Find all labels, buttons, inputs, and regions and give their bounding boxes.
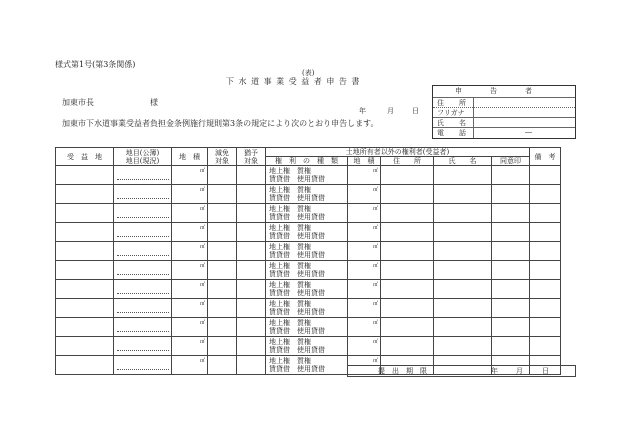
deferral-cell[interactable] bbox=[237, 223, 266, 242]
dotted-divider bbox=[117, 323, 169, 332]
right-type-line1: 地上権 質権 bbox=[269, 242, 311, 251]
deferral-cell[interactable] bbox=[237, 337, 266, 356]
deferral-cell[interactable] bbox=[237, 242, 266, 261]
name-cell[interactable] bbox=[434, 242, 492, 261]
consent-cell[interactable] bbox=[492, 166, 530, 185]
area-cell[interactable] bbox=[172, 223, 208, 242]
date-month: 月 bbox=[387, 107, 394, 115]
remarks-cell[interactable] bbox=[530, 223, 561, 242]
consent-cell[interactable] bbox=[492, 299, 530, 318]
right-type-line2: 賃貸借 使用貸借 bbox=[269, 346, 325, 354]
phone-dash: ― bbox=[525, 128, 532, 136]
consent-cell[interactable] bbox=[492, 337, 530, 356]
remarks-cell[interactable] bbox=[530, 204, 561, 223]
col-right-type: 権 利 の 種 類 bbox=[266, 157, 348, 166]
benefit-land-cell[interactable] bbox=[56, 204, 114, 223]
address-cell[interactable] bbox=[381, 337, 434, 356]
right-type-line1: 地上権 質権 bbox=[269, 166, 311, 175]
right-type-line2: 賃貸借 使用貸借 bbox=[269, 270, 325, 278]
table-row bbox=[56, 261, 561, 280]
table-row bbox=[56, 318, 561, 337]
benefit-land-cell[interactable] bbox=[56, 261, 114, 280]
col-address: 住 所 bbox=[381, 157, 434, 166]
table-row bbox=[56, 185, 561, 204]
table-row bbox=[56, 337, 561, 356]
land-category-cell[interactable] bbox=[114, 185, 172, 204]
benefit-land-cell[interactable] bbox=[56, 242, 114, 261]
right-type-line1: 地上権 質権 bbox=[269, 261, 311, 270]
deadline-day: 日 bbox=[542, 367, 549, 375]
right-area-unit: ㎡ bbox=[372, 187, 378, 193]
land-category-cell[interactable] bbox=[114, 318, 172, 337]
right-area-unit: ㎡ bbox=[372, 320, 378, 326]
address-cell[interactable] bbox=[381, 242, 434, 261]
area-unit: ㎡ bbox=[199, 187, 205, 193]
dotted-divider bbox=[117, 285, 169, 294]
right-type-line2: 賃貸借 使用貸借 bbox=[269, 175, 325, 183]
right-area-cell[interactable] bbox=[348, 261, 381, 280]
date-year: 年 bbox=[359, 107, 366, 115]
name-cell[interactable] bbox=[434, 185, 492, 204]
exemption-cell[interactable] bbox=[208, 261, 237, 280]
statement: 加東市下水道事業受益者負担金条例施行規則第3条の規定により次のとおり申告します。 bbox=[62, 119, 379, 128]
area-unit: ㎡ bbox=[199, 206, 205, 212]
deferral-cell[interactable] bbox=[237, 185, 266, 204]
dotted-divider bbox=[117, 266, 169, 275]
applicant-box bbox=[432, 85, 576, 139]
area-cell[interactable] bbox=[172, 204, 208, 223]
deferral-cell[interactable] bbox=[237, 261, 266, 280]
exemption-cell[interactable] bbox=[208, 166, 237, 185]
address-cell[interactable] bbox=[381, 299, 434, 318]
area-unit: ㎡ bbox=[199, 263, 205, 269]
table-row bbox=[56, 299, 561, 318]
table-row bbox=[56, 223, 561, 242]
address-cell[interactable] bbox=[381, 280, 434, 299]
area-cell[interactable] bbox=[172, 356, 208, 375]
right-area-unit: ㎡ bbox=[372, 301, 378, 307]
right-type-cell[interactable] bbox=[266, 299, 348, 318]
remarks-cell[interactable] bbox=[530, 280, 561, 299]
form-number: 様式第1号(第3条関係) bbox=[55, 60, 136, 69]
area-cell[interactable] bbox=[172, 299, 208, 318]
address-cell[interactable] bbox=[381, 204, 434, 223]
right-area-unit: ㎡ bbox=[372, 282, 378, 288]
right-type-line1: 地上権 質権 bbox=[269, 318, 311, 327]
right-type-line2: 賃貸借 使用貸借 bbox=[269, 213, 325, 221]
name-cell[interactable] bbox=[434, 299, 492, 318]
land-category-cell[interactable] bbox=[114, 242, 172, 261]
exemption-cell[interactable] bbox=[208, 337, 237, 356]
area-cell[interactable] bbox=[172, 337, 208, 356]
right-type-line2: 賃貸借 使用貸借 bbox=[269, 194, 325, 202]
name-cell[interactable] bbox=[434, 318, 492, 337]
remarks-cell[interactable] bbox=[530, 261, 561, 280]
area-cell[interactable] bbox=[172, 318, 208, 337]
consent-cell[interactable] bbox=[492, 204, 530, 223]
right-type-cell[interactable] bbox=[266, 280, 348, 299]
land-category-cell[interactable] bbox=[114, 280, 172, 299]
consent-cell[interactable] bbox=[492, 318, 530, 337]
deferral-cell[interactable] bbox=[237, 166, 266, 185]
address-cell[interactable] bbox=[381, 261, 434, 280]
benefit-land-cell[interactable] bbox=[56, 223, 114, 242]
front-label: (表) bbox=[302, 69, 315, 77]
consent-cell[interactable] bbox=[492, 223, 530, 242]
right-area-cell[interactable] bbox=[348, 185, 381, 204]
right-type-cell[interactable] bbox=[266, 242, 348, 261]
land-category-cell[interactable] bbox=[114, 261, 172, 280]
benefit-land-cell[interactable] bbox=[56, 337, 114, 356]
document-title: 下 水 道 事 業 受 益 者 申 告 書 bbox=[226, 77, 361, 86]
area-cell[interactable] bbox=[172, 185, 208, 204]
right-type-cell[interactable] bbox=[266, 356, 348, 375]
right-area-unit: ㎡ bbox=[372, 358, 378, 364]
table-row bbox=[56, 242, 561, 261]
remarks-cell[interactable] bbox=[530, 242, 561, 261]
right-area-cell[interactable] bbox=[348, 318, 381, 337]
table-row bbox=[56, 280, 561, 299]
remarks-cell[interactable] bbox=[530, 299, 561, 318]
col-exemption-bottom: 対象 bbox=[215, 156, 229, 165]
right-type-line1: 地上権 質権 bbox=[269, 337, 311, 346]
rights-group-header: 土地所有者以外の権利者(受益者) bbox=[266, 148, 530, 157]
right-type-cell[interactable] bbox=[266, 166, 348, 185]
area-unit: ㎡ bbox=[199, 244, 205, 250]
col-benefit-land: 受 益 地 bbox=[56, 148, 114, 166]
col-land-category-top: 地目(公簿) bbox=[125, 148, 160, 157]
benefit-land-cell[interactable] bbox=[56, 185, 114, 204]
addressee: 加東市長 bbox=[62, 98, 94, 107]
dotted-divider bbox=[117, 247, 169, 256]
col-land-category-bottom: 地目(現況) bbox=[125, 156, 160, 165]
area-cell[interactable] bbox=[172, 242, 208, 261]
dotted-divider bbox=[117, 228, 169, 237]
right-type-cell[interactable] bbox=[266, 318, 348, 337]
col-deferral-bottom: 対象 bbox=[244, 156, 258, 165]
exemption-cell[interactable] bbox=[208, 356, 237, 375]
address-cell[interactable] bbox=[381, 318, 434, 337]
deadline-year: 年 bbox=[491, 367, 498, 375]
dotted-divider bbox=[117, 361, 169, 370]
area-unit: ㎡ bbox=[199, 282, 205, 288]
right-type-line2: 賃貸借 使用貸借 bbox=[269, 327, 325, 335]
benefit-land-cell[interactable] bbox=[56, 166, 114, 185]
name-cell[interactable] bbox=[434, 204, 492, 223]
land-category-cell[interactable] bbox=[114, 223, 172, 242]
right-area-unit: ㎡ bbox=[372, 225, 378, 231]
col-name: 氏 名 bbox=[434, 157, 492, 166]
right-area-cell[interactable] bbox=[348, 166, 381, 185]
area-unit: ㎡ bbox=[199, 358, 205, 364]
name-label: 氏 名 bbox=[437, 119, 470, 127]
exemption-cell[interactable] bbox=[208, 280, 237, 299]
deferral-cell[interactable] bbox=[237, 356, 266, 375]
right-type-line2: 賃貸借 使用貸借 bbox=[269, 308, 325, 316]
deadline-box bbox=[347, 365, 576, 377]
address-cell[interactable] bbox=[381, 166, 434, 185]
benefit-land-table bbox=[55, 147, 561, 375]
address-label: 住 所 bbox=[437, 99, 470, 107]
name-cell[interactable] bbox=[434, 223, 492, 242]
right-type-line2: 賃貸借 使用貸借 bbox=[269, 251, 325, 259]
consent-cell[interactable] bbox=[492, 185, 530, 204]
right-area-unit: ㎡ bbox=[372, 206, 378, 212]
deferral-cell[interactable] bbox=[237, 204, 266, 223]
col-exemption-top: 減免 bbox=[215, 148, 229, 157]
land-category-cell[interactable] bbox=[114, 337, 172, 356]
right-type-line1: 地上権 質権 bbox=[269, 299, 311, 308]
right-type-line1: 地上権 質権 bbox=[269, 280, 311, 289]
right-type-cell[interactable] bbox=[266, 261, 348, 280]
right-area-cell[interactable] bbox=[348, 242, 381, 261]
right-area-unit: ㎡ bbox=[372, 339, 378, 345]
exemption-cell[interactable] bbox=[208, 242, 237, 261]
right-type-cell[interactable] bbox=[266, 337, 348, 356]
remarks-cell[interactable] bbox=[530, 166, 561, 185]
remarks-cell[interactable] bbox=[530, 337, 561, 356]
deadline-month: 月 bbox=[516, 367, 523, 375]
land-category-cell[interactable] bbox=[114, 166, 172, 185]
name-cell[interactable] bbox=[434, 337, 492, 356]
right-type-cell[interactable] bbox=[266, 185, 348, 204]
deadline-label: 提 出 期 限 bbox=[378, 367, 427, 375]
exemption-cell[interactable] bbox=[208, 299, 237, 318]
land-category-cell[interactable] bbox=[114, 356, 172, 375]
dotted-divider bbox=[117, 190, 169, 199]
consent-cell[interactable] bbox=[492, 261, 530, 280]
consent-cell[interactable] bbox=[492, 242, 530, 261]
name-cell[interactable] bbox=[434, 280, 492, 299]
right-area-cell[interactable] bbox=[348, 299, 381, 318]
furigana-label: フリガナ bbox=[437, 109, 465, 117]
right-type-line1: 地上権 質権 bbox=[269, 204, 311, 213]
applicant-row-phone[interactable] bbox=[433, 127, 575, 138]
name-cell[interactable] bbox=[434, 261, 492, 280]
deferral-cell[interactable] bbox=[237, 299, 266, 318]
right-area-unit: ㎡ bbox=[372, 244, 378, 250]
benefit-land-cell[interactable] bbox=[56, 356, 114, 375]
col-consent: 同意印 bbox=[492, 157, 530, 166]
dotted-divider bbox=[117, 304, 169, 313]
remarks-cell[interactable] bbox=[530, 185, 561, 204]
col-remarks: 備 考 bbox=[530, 148, 561, 166]
col-area: 地 積 bbox=[172, 148, 208, 166]
deferral-cell[interactable] bbox=[237, 318, 266, 337]
land-category-cell[interactable] bbox=[114, 204, 172, 223]
consent-cell[interactable] bbox=[492, 280, 530, 299]
right-type-cell[interactable] bbox=[266, 204, 348, 223]
benefit-land-cell[interactable] bbox=[56, 299, 114, 318]
col-right-area: 地 積 bbox=[348, 157, 381, 166]
dotted-divider bbox=[117, 171, 169, 180]
right-type-line2: 賃貸借 使用貸借 bbox=[269, 232, 325, 240]
exemption-cell[interactable] bbox=[208, 204, 237, 223]
right-area-cell[interactable] bbox=[348, 204, 381, 223]
exemption-cell[interactable] bbox=[208, 223, 237, 242]
right-area-cell[interactable] bbox=[348, 223, 381, 242]
benefit-land-cell[interactable] bbox=[56, 318, 114, 337]
right-type-line2: 賃貸借 使用貸借 bbox=[269, 365, 325, 373]
area-unit: ㎡ bbox=[199, 301, 205, 307]
area-cell[interactable] bbox=[172, 261, 208, 280]
address-cell[interactable] bbox=[381, 185, 434, 204]
address-cell[interactable] bbox=[381, 223, 434, 242]
col-land-category bbox=[114, 148, 172, 166]
right-area-cell[interactable] bbox=[348, 280, 381, 299]
remarks-cell[interactable] bbox=[530, 318, 561, 337]
right-area-unit: ㎡ bbox=[372, 168, 378, 174]
right-type-line1: 地上権 質権 bbox=[269, 356, 311, 365]
col-deferral bbox=[237, 148, 266, 166]
deferral-cell[interactable] bbox=[237, 280, 266, 299]
phone-label: 電 話 bbox=[437, 129, 470, 137]
benefit-land-cell[interactable] bbox=[56, 280, 114, 299]
area-unit: ㎡ bbox=[199, 320, 205, 326]
area-unit: ㎡ bbox=[199, 225, 205, 231]
right-area-unit: ㎡ bbox=[372, 263, 378, 269]
area-cell[interactable] bbox=[172, 280, 208, 299]
table-row bbox=[56, 204, 561, 223]
applicant-title: 申 告 者 bbox=[455, 87, 532, 95]
exemption-cell[interactable] bbox=[208, 318, 237, 337]
right-type-line1: 地上権 質権 bbox=[269, 185, 311, 194]
col-deferral-top: 猶予 bbox=[244, 148, 258, 157]
right-type-cell[interactable] bbox=[266, 223, 348, 242]
col-exemption bbox=[208, 148, 237, 166]
right-type-line1: 地上権 質権 bbox=[269, 223, 311, 232]
name-cell[interactable] bbox=[434, 166, 492, 185]
area-unit: ㎡ bbox=[199, 168, 205, 174]
land-category-cell[interactable] bbox=[114, 299, 172, 318]
area-unit: ㎡ bbox=[199, 339, 205, 345]
table-row bbox=[56, 166, 561, 185]
area-cell[interactable] bbox=[172, 166, 208, 185]
honorific: 様 bbox=[150, 98, 158, 107]
dotted-divider bbox=[117, 209, 169, 218]
dotted-divider bbox=[117, 342, 169, 351]
date-day: 日 bbox=[412, 107, 419, 115]
exemption-cell[interactable] bbox=[208, 185, 237, 204]
right-type-line2: 賃貸借 使用貸借 bbox=[269, 289, 325, 297]
right-area-cell[interactable] bbox=[348, 337, 381, 356]
